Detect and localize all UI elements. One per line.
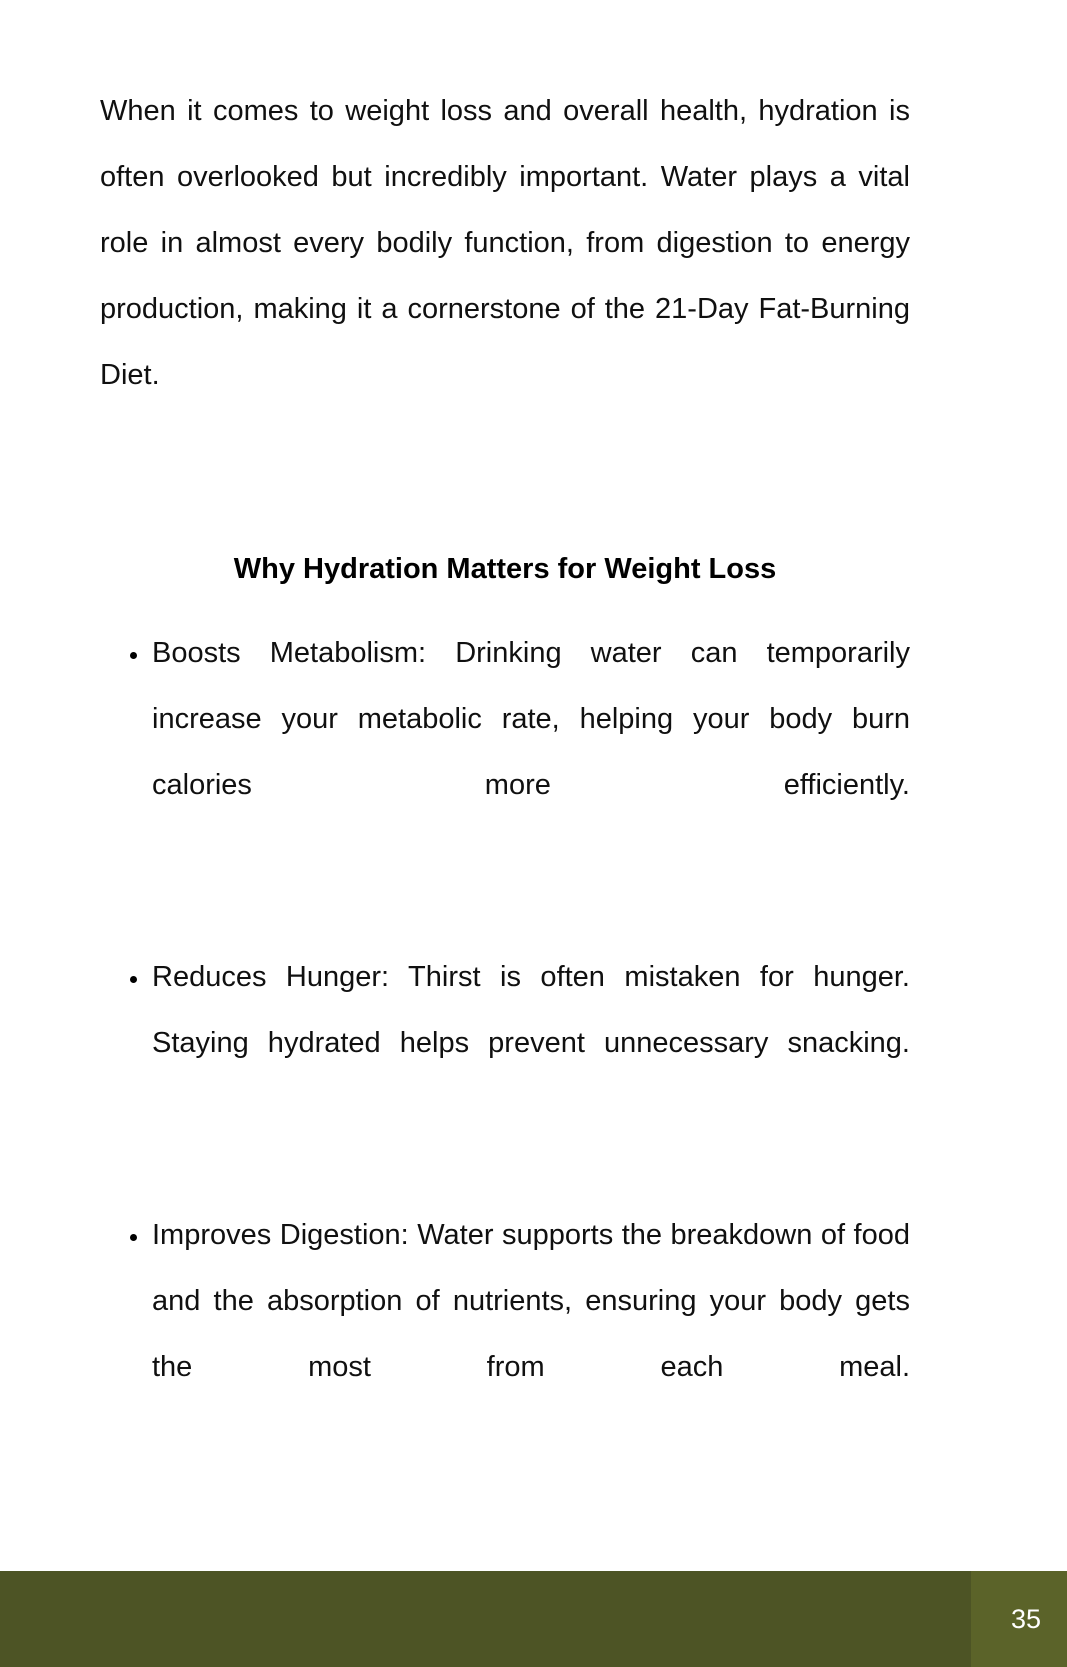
page-content [100,78,910,1466]
bullet-dot-icon [130,976,137,983]
list-item-text: Improves Digestion: Water supports the breakdown of food and the absorption of nutrients, ensuring your body gets the most from each meal. [152,1219,910,1383]
footer-bar [0,1571,1067,1667]
bullet-dot-icon [130,1234,137,1241]
section-heading: Why Hydration Matters for Weight Loss [233,553,777,585]
intro-paragraph: When it comes to weight loss and overall health, hydration is often overlooked but incredibly important. Water plays a vital role in almost every bodily function, from digestion to energy production, making it a cornerstone of the 21-Day Fat-Burning Diet. [100,95,910,391]
list-item [100,620,910,884]
list-item [100,1202,910,1466]
bullet-dot-icon [130,652,137,659]
list-item [100,944,910,1142]
list-item-text: Reduces Hunger: Thirst is often mistaken for hunger. Staying hydrated helps prevent unnecessary snacking. [152,961,910,1059]
page-number: 35 [1010,1604,1041,1634]
list-item-text: Boosts Metabolism: Drinking water can temporarily increase your metabolic rate, helping your body burn calories more efficiently. [152,637,910,801]
hydration-benefits-list [100,620,910,1466]
